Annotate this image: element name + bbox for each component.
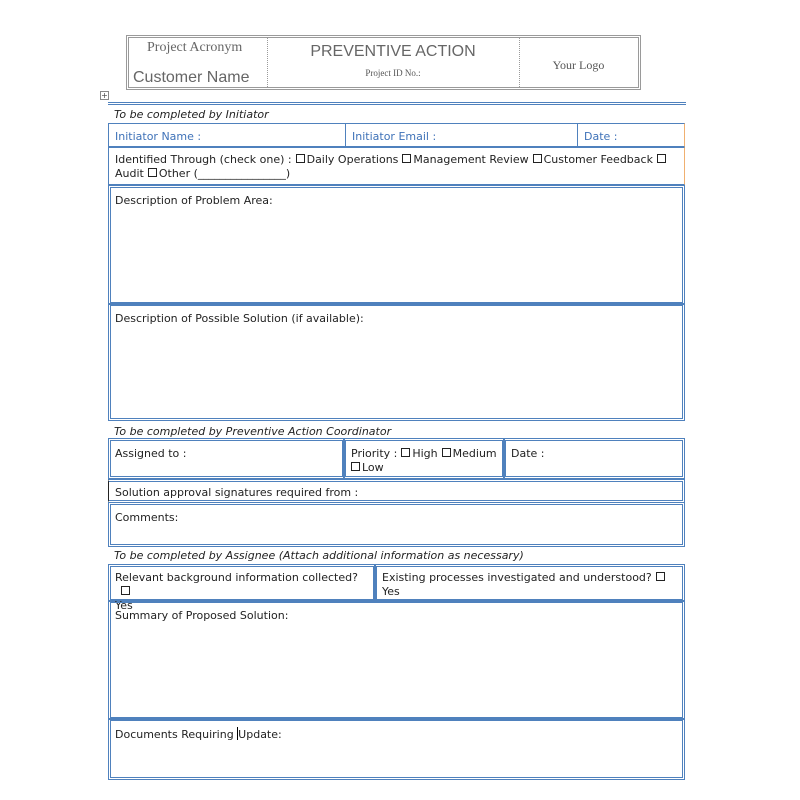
documents-update-label-a: Documents Requiring: [115, 728, 238, 741]
option-customer-feedback: Customer Feedback: [543, 153, 653, 166]
header-title-cell: [267, 38, 520, 87]
logo-placeholder[interactable]: Your Logo: [552, 58, 605, 72]
comments-label: Comments:: [115, 511, 179, 524]
problem-description-box[interactable]: [108, 185, 685, 305]
initiator-date-field[interactable]: [577, 123, 685, 147]
initiator-date-label: Date :: [584, 130, 618, 143]
processes-yes: Yes: [382, 585, 400, 598]
move-handle-icon[interactable]: +: [101, 91, 108, 100]
documents-update-box[interactable]: [108, 718, 685, 780]
header-left-cell: [129, 38, 268, 87]
priority-text: [351, 447, 497, 475]
customer-name[interactable]: Customer Name: [133, 69, 250, 86]
header-table: [126, 35, 641, 90]
document-title: PREVENTIVE ACTION: [310, 43, 476, 60]
coordinator-date-label: Date :: [511, 447, 545, 460]
initiator-name-field[interactable]: [108, 123, 346, 147]
divider-line: [108, 102, 686, 105]
identified-through-row: [108, 147, 685, 185]
approval-signatures-row[interactable]: [108, 479, 685, 503]
checkbox-icon[interactable]: [533, 154, 542, 163]
coordinator-date-field[interactable]: [503, 438, 685, 479]
possible-solution-label: Description of Possible Solution (if available):: [115, 312, 364, 325]
checkbox-icon[interactable]: [121, 586, 130, 595]
checkbox-icon[interactable]: [656, 572, 665, 581]
background-info-field: [108, 564, 376, 612]
problem-description-label: Description of Problem Area:: [115, 194, 273, 207]
header-logo-cell: [519, 38, 638, 87]
comments-box[interactable]: [108, 502, 685, 547]
background-info-label: Relevant background information collected?: [115, 571, 358, 584]
documents-update-text: [115, 727, 282, 742]
coordinator-section-heading: To be completed by Preventive Action Coordinator: [114, 425, 392, 438]
option-daily-operations: Daily Operations: [306, 153, 399, 166]
priority-field: [343, 438, 505, 479]
checkbox-icon[interactable]: [296, 154, 305, 163]
possible-solution-box[interactable]: [108, 303, 685, 421]
project-acronym[interactable]: Project Acronym: [147, 40, 243, 55]
identified-through-text: [115, 153, 675, 181]
identified-through-prefix: Identified Through (check one) :: [115, 153, 292, 166]
background-info-yes: Yes: [115, 599, 133, 612]
project-id-label[interactable]: Project ID No.:: [365, 68, 421, 78]
initiator-section-heading: To be completed by Initiator: [114, 108, 269, 121]
approval-signatures-label: Solution approval signatures required from :: [115, 486, 359, 499]
priority-label: Priority :: [351, 447, 398, 460]
checkbox-icon[interactable]: [351, 462, 360, 471]
assigned-to-label: Assigned to :: [115, 447, 187, 460]
processes-field: [374, 564, 685, 602]
initiator-name-label: Initiator Name :: [115, 130, 202, 143]
priority-medium: Medium: [452, 447, 497, 460]
priority-high: High: [412, 447, 438, 460]
initiator-email-label: Initiator Email :: [352, 130, 437, 143]
summary-solution-label: Summary of Proposed Solution:: [115, 609, 289, 622]
processes-label: Existing processes investigated and understood?: [382, 571, 652, 584]
summary-solution-box[interactable]: [108, 600, 685, 720]
option-other[interactable]: Other (________________): [158, 167, 291, 180]
assigned-to-field[interactable]: [108, 438, 345, 479]
documents-update-label-b: Update:: [238, 728, 282, 741]
checkbox-icon[interactable]: [402, 154, 411, 163]
priority-low: Low: [362, 461, 384, 474]
option-audit: Audit: [115, 167, 144, 180]
checkbox-icon[interactable]: [148, 168, 157, 177]
assignee-section-heading: To be completed by Assignee (Attach additional information as necessary): [114, 549, 524, 562]
initiator-email-field[interactable]: [345, 123, 578, 147]
processes-text: [382, 571, 682, 599]
checkbox-icon[interactable]: [657, 154, 666, 163]
option-management-review: Management Review: [413, 153, 529, 166]
checkbox-icon[interactable]: [401, 448, 410, 457]
checkbox-icon[interactable]: [442, 448, 451, 457]
